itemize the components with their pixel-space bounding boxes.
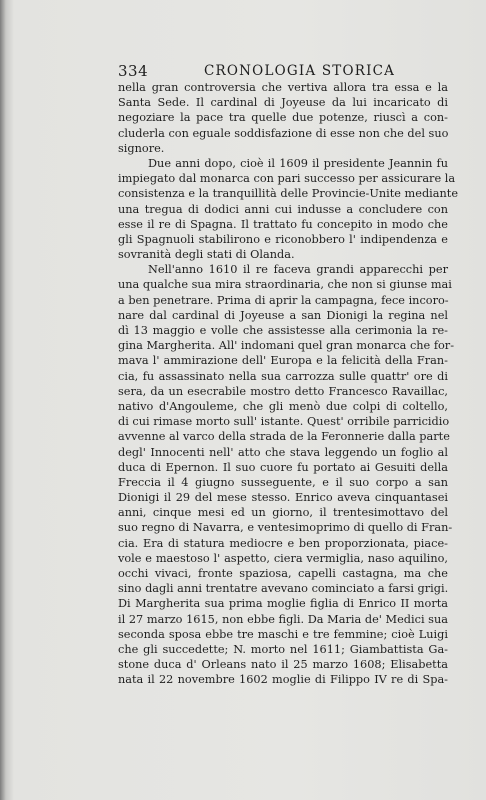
text-line: Di Margherita sua prima moglie figlia di Enrico II morta: [118, 597, 448, 611]
text-line: cia. Era di statura mediocre e ben proporzionata, piace-: [118, 536, 448, 550]
text-line: Santa Sede. Il cardinal di Joyeuse da lui incaricato di: [118, 96, 448, 110]
text-line: gli Spagnuoli stabilirono e riconobbero l' indipendenza e: [118, 232, 448, 246]
text-line: nare dal cardinal di Joyeuse a san Dionigi la regina nel: [118, 308, 448, 322]
text-line: esse il re di Spagna. Il trattato fu concepito in modo che: [118, 217, 448, 231]
text-line: una qualche sua mira straordinaria, che non si giunse mai: [118, 278, 452, 292]
text-line: duca di Epernon. Il suo cuore fu portato ai Gesuiti della: [118, 460, 448, 474]
text-line: degl' Innocenti nell' atto che stava leggendo un foglio al: [118, 445, 448, 459]
running-title: CRONOLOGIA STORICA: [204, 63, 396, 79]
text-line: a ben penetrare. Prima di aprir la campagna, fece incoro-: [118, 293, 449, 307]
text-line: suo regno di Navarra, e ventesimoprimo di quello di Fran-: [118, 521, 453, 535]
text-line: Due anni dopo, cioè il 1609 il presidente Jeannin fu: [148, 156, 448, 170]
text-line: cia, fu assassinato nella sua carrozza sulle quattr' ore di: [118, 369, 448, 383]
text-line: una tregua di dodici anni cui indusse a concludere con: [118, 202, 448, 216]
page-header: [118, 62, 448, 82]
text-line: dì 13 maggio e volle che assistesse alla cerimonia la re-: [118, 324, 448, 337]
text-line: occhi vivaci, fronte spaziosa, capelli castagna, ma che: [118, 567, 448, 580]
text-line: negoziare la pace tra quelle due potenze, riuscì a con-: [118, 111, 448, 125]
text-line: Nell'anno 1610 il re faceva grandi apparecchi per: [148, 263, 448, 277]
text-line: nella gran controversia che vertiva allora tra essa e la: [118, 81, 448, 94]
text-line: mava l' ammirazione dell' Europa e la felicità della Fran-: [118, 354, 448, 368]
text-line: sino dagli anni trentatre avevano cominciato a farsi grigi.: [118, 582, 449, 596]
text-line: consistenza e la tranquillità delle Provincie-Unite mediante: [118, 187, 459, 201]
text-line: anni, cinque mesi ed un giorno, il trentesimottavo del: [118, 506, 448, 520]
page-number: 334: [118, 62, 149, 80]
text-line: nata il 22 novembre 1602 moglie di Filippo IV re di Spa-: [118, 673, 448, 687]
text-line: vole e maestoso l' aspetto, ciera vermiglia, naso aquilino,: [118, 551, 448, 565]
text-line: che gli succedette; N. morto nel 1611; Giambattista Ga-: [118, 642, 448, 656]
text-line: sera, da un esecrabile mostro detto Francesco Ravaillac,: [118, 384, 448, 398]
text-line: Dionigi il 29 del mese stesso. Enrico aveva cinquantasei: [118, 491, 448, 505]
text-line: impiegato dal monarca con pari successo per assicurare la: [118, 172, 456, 186]
text-line: nativo d'Angouleme, che gli menò due colpi di coltello,: [118, 399, 448, 413]
text-line: di cui rimase morto sull' istante. Quest' orribile parricidio: [118, 415, 450, 429]
text-line: sovranità degli stati di Olanda.: [118, 248, 295, 262]
text-line: stone duca d' Orleans nato il 25 marzo 1608; Elisabetta: [118, 658, 448, 672]
body-text: [118, 80, 459, 688]
text-line: signore.: [118, 141, 165, 155]
text-line: seconda sposa ebbe tre maschi e tre femmine; cioè Luigi: [118, 627, 448, 641]
text-line: il 27 marzo 1615, non ebbe figli. Da Maria de' Medici sua: [118, 612, 448, 626]
text-line: Freccia il 4 giugno susseguente, e il suo corpo a san: [118, 475, 448, 489]
text-line: gina Margherita. All' indomani quel gran monarca che for-: [118, 339, 455, 353]
text-line: avvenne al varco della strada de la Feronnerie dalla parte: [118, 430, 450, 444]
text-line: cluderla con eguale soddisfazione di esse non che del suo: [118, 126, 449, 140]
